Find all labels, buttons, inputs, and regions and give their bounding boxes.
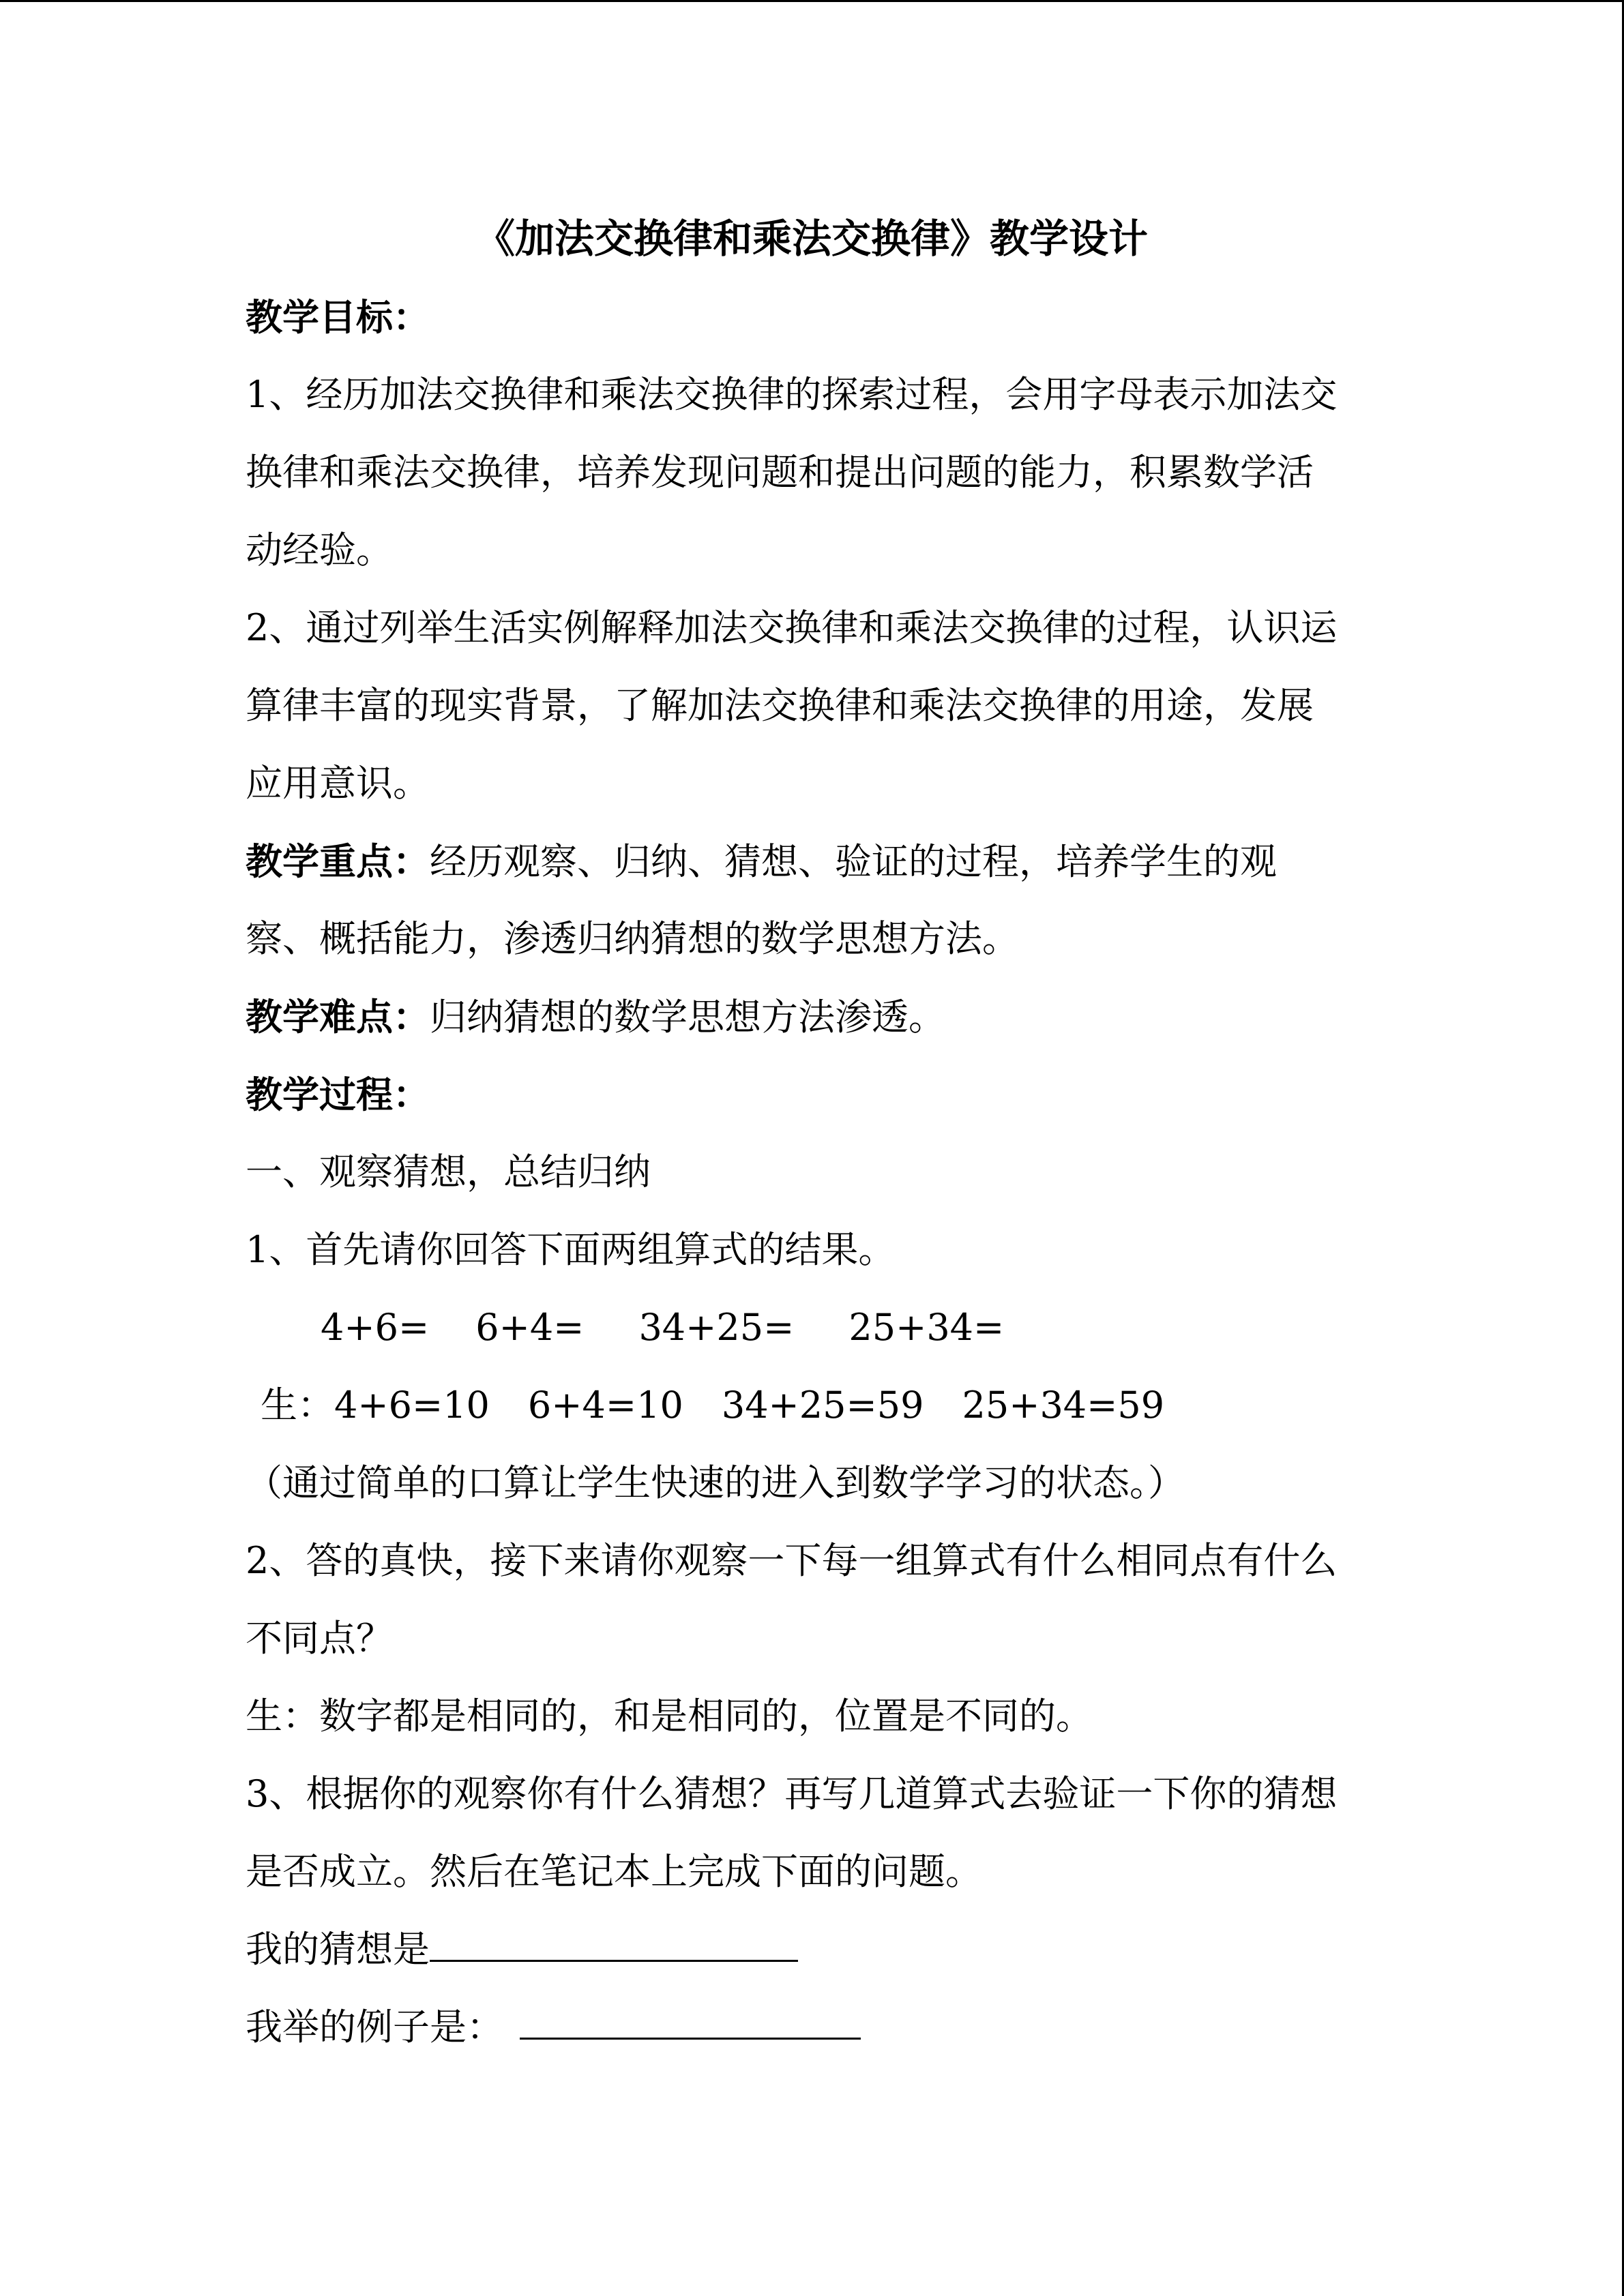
objective-2-line-1: 2、通过列举生活实例解释加法交换律和乘法交换律的过程，认识运 <box>246 606 1338 649</box>
student-label: 生： <box>261 1384 334 1427</box>
difficulty-line <box>246 978 1378 1056</box>
key-point-label: 教学重点： <box>246 839 430 883</box>
objective-1-line-3: 动经验。 <box>246 528 393 571</box>
guess-blank[interactable] <box>430 1927 798 1962</box>
equation-1: 4+6= <box>321 1306 430 1349</box>
step-3-line-2: 是否成立。然后在笔记本上完成下面的问题。 <box>246 1850 982 1893</box>
step-2-line-1: 2、答的真快，接下来请你观察一下每一组算式有什么相同点有什么 <box>246 1539 1338 1582</box>
guess-label: 我的猜想是 <box>246 1928 430 1971</box>
step-3-line-1: 3、根据你的观察你有什么猜想？再写几道算式去验证一下你的猜想 <box>246 1772 1338 1815</box>
answer-2: 6+4=10 <box>527 1384 683 1427</box>
step-1-text: 1、首先请你回答下面两组算式的结果。 <box>246 1228 896 1271</box>
equations-row <box>246 1289 1378 1367</box>
key-point-line-2: 察、概括能力，渗透归纳猜想的数学思想方法。 <box>246 917 1019 960</box>
objectives-heading: 教学目标： <box>246 295 430 339</box>
equation-2: 6+4= <box>475 1306 585 1349</box>
step-2-line-2: 不同点？ <box>246 1617 393 1660</box>
objective-1-line-1: 1、经历加法交换律和乘法交换律的探索过程，会用字母表示加法交 <box>246 373 1338 416</box>
equation-3: 34+25= <box>638 1306 795 1349</box>
guess-row <box>246 1911 1378 1988</box>
process-heading: 教学过程： <box>246 1073 430 1116</box>
teaching-note: （通过简单的口算让学生快速的进入到数学学习的状态。） <box>246 1461 1185 1504</box>
student-answer: 生：数字都是相同的，和是相同的，位置是不同的。 <box>246 1695 1093 1738</box>
objective-2-line-3: 应用意识。 <box>246 762 430 805</box>
key-point-text-1: 经历观察、归纳、猜想、验证的过程，培养学生的观 <box>430 840 1277 883</box>
answers-row <box>246 1367 1378 1444</box>
example-label: 我举的例子是： <box>246 2006 503 2048</box>
answer-4: 25+34=59 <box>962 1384 1165 1427</box>
key-point-line-1 <box>246 822 1378 900</box>
example-row <box>246 1988 1378 2066</box>
document-title: 《加法交换律和乘法交换律》教学设计 <box>475 215 1148 262</box>
objective-1-line-2: 换律和乘法交换律，培养发现问题和提出问题的能力，积累数学活 <box>246 451 1314 494</box>
document-body <box>246 200 1378 2066</box>
answer-3: 34+25=59 <box>721 1384 924 1427</box>
example-blank[interactable] <box>520 2005 861 2040</box>
answer-1: 4+6=10 <box>334 1384 490 1427</box>
objective-2-line-2: 算律丰富的现实背景，了解加法交换律和乘法交换律的用途，发展 <box>246 684 1314 727</box>
difficulty-text: 归纳猜想的数学思想方法渗透。 <box>430 996 945 1039</box>
difficulty-label: 教学难点： <box>246 995 430 1039</box>
equation-4: 25+34= <box>848 1306 1005 1349</box>
section-1-heading: 一、观察猜想，总结归纳 <box>246 1150 651 1193</box>
